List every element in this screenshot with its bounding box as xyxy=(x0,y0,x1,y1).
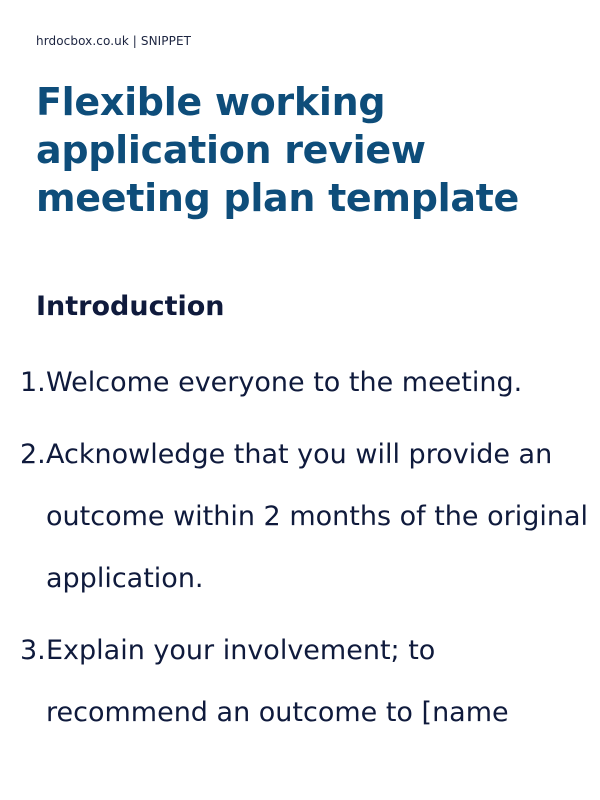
list-item-step-1 xyxy=(20,352,590,414)
list-item-step-2 xyxy=(20,424,590,610)
step-number: 2. xyxy=(20,439,46,470)
document-title: Flexible working application review meeting plan template xyxy=(36,80,520,220)
section-heading-introduction: Introduction xyxy=(36,291,225,322)
step-text: Acknowledge that you will provide an outcome within 2 months of the original application. xyxy=(46,439,589,594)
step-number: 3. xyxy=(20,635,46,666)
list-item-step-3 xyxy=(20,620,590,744)
step-text: Explain your involvement; to recommend an outcome to [name xyxy=(46,635,509,728)
step-text: Welcome everyone to the meeting. xyxy=(46,367,523,398)
step-number: 1. xyxy=(20,367,46,398)
source-header: hrdocbox.co.uk | SNIPPET xyxy=(36,34,192,48)
introduction-steps-list xyxy=(20,352,590,754)
